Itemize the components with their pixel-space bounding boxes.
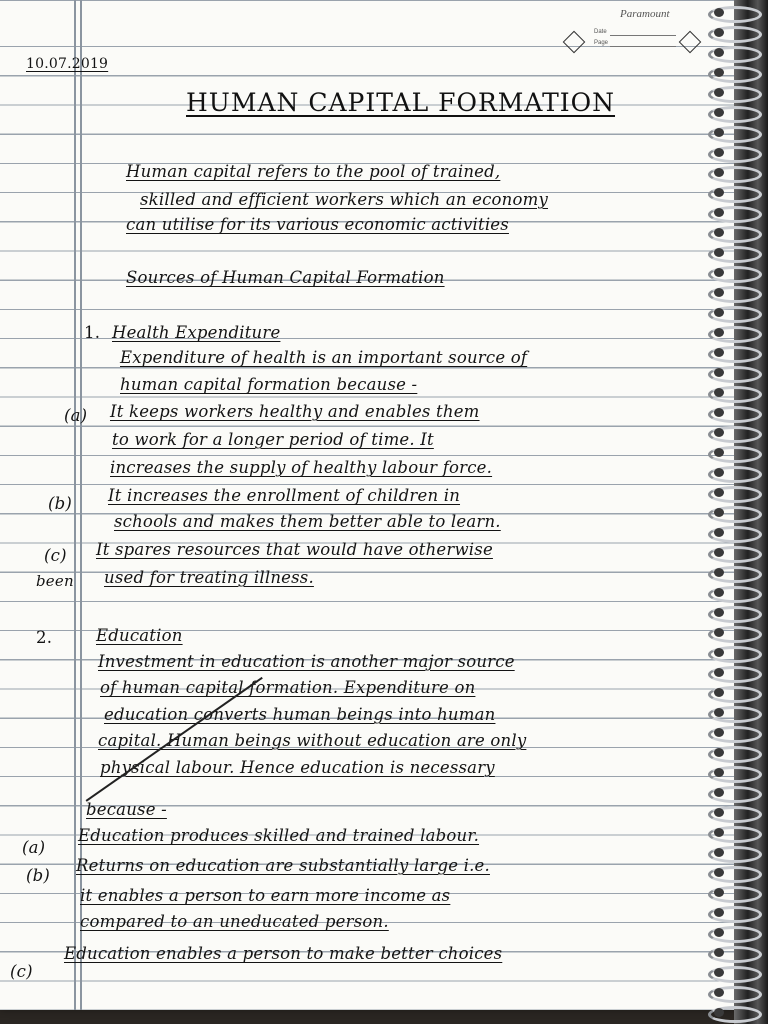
- punch-hole: [714, 428, 724, 437]
- section-number: 1.: [84, 323, 101, 342]
- punch-hole: [714, 928, 724, 937]
- point-marker: (a): [22, 838, 46, 857]
- punch-hole: [714, 748, 724, 757]
- punch-hole: [714, 448, 724, 457]
- punch-hole: [714, 988, 724, 997]
- body-line: used for treating illness.: [104, 568, 314, 587]
- body-line: Expenditure of health is an important source of: [120, 348, 528, 367]
- punch-hole: [714, 908, 724, 917]
- punch-hole: [714, 308, 724, 317]
- section-heading: Health Expenditure: [112, 323, 281, 342]
- point-marker: (c): [10, 962, 33, 981]
- point-marker: (a): [64, 406, 88, 425]
- section-number: 2.: [36, 628, 53, 647]
- intro-line: can utilise for its various economic activities: [126, 215, 509, 234]
- punch-hole: [714, 848, 724, 857]
- punch-hole: [714, 628, 724, 637]
- punch-hole: [714, 408, 724, 417]
- body-line: schools and makes them better able to learn.: [114, 512, 501, 531]
- punch-hole: [714, 648, 724, 657]
- punch-hole: [714, 868, 724, 877]
- punch-hole: [714, 228, 724, 237]
- punch-hole: [714, 668, 724, 677]
- punch-hole: [714, 388, 724, 397]
- body-line: to work for a longer period of time. It: [112, 430, 434, 449]
- punch-hole: [714, 48, 724, 57]
- punch-hole: [714, 688, 724, 697]
- punch-hole: [714, 148, 724, 157]
- punch-hole: [714, 488, 724, 497]
- punch-hole: [714, 188, 724, 197]
- punch-hole: [714, 348, 724, 357]
- body-line: Returns on education are substantially large i.e.: [76, 856, 490, 875]
- punch-hole: [714, 108, 724, 117]
- sources-heading: Sources of Human Capital Formation: [126, 268, 445, 287]
- punch-hole: [714, 728, 724, 737]
- margin-word: been: [36, 572, 74, 590]
- punch-hole: [714, 28, 724, 37]
- punch-hole: [714, 568, 724, 577]
- punch-hole: [714, 548, 724, 557]
- punch-hole: [714, 288, 724, 297]
- date-page-box: [558, 20, 708, 62]
- body-line: of human capital formation. Expenditure on: [100, 678, 476, 697]
- punch-hole: [714, 888, 724, 897]
- punch-hole: [714, 248, 724, 257]
- punch-hole: [714, 88, 724, 97]
- body-line: education converts human beings into human: [104, 705, 496, 724]
- punch-hole: [714, 328, 724, 337]
- body-line: increases the supply of healthy labour force.: [110, 458, 493, 477]
- body-line: It keeps workers healthy and enables them: [110, 402, 480, 421]
- punch-hole: [714, 128, 724, 137]
- punch-hole: [714, 528, 724, 537]
- body-line: Education produces skilled and trained labour.: [78, 826, 480, 845]
- punch-hole: [714, 828, 724, 837]
- punch-hole: [714, 508, 724, 517]
- body-line: Investment in education is another major source: [98, 652, 515, 671]
- point-marker: (b): [48, 494, 73, 513]
- body-line: It increases the enrollment of children in: [108, 486, 461, 505]
- punch-hole: [714, 788, 724, 797]
- punch-hole: [714, 8, 724, 17]
- point-marker: (c): [44, 546, 67, 565]
- body-line: capital. Human beings without education are only: [98, 731, 527, 750]
- punch-hole: [714, 468, 724, 477]
- point-marker: (b): [26, 866, 51, 885]
- punch-hole: [714, 168, 724, 177]
- punch-hole: [714, 768, 724, 777]
- punch-hole: [714, 808, 724, 817]
- punch-hole: [714, 968, 724, 977]
- punch-hole: [714, 608, 724, 617]
- body-line: Education enables a person to make better choices: [64, 944, 503, 963]
- punch-hole: [714, 208, 724, 217]
- body-line: because -: [86, 800, 167, 819]
- brand-label: Paramount: [620, 8, 670, 20]
- punch-hole: [714, 948, 724, 957]
- section-heading: Education: [96, 626, 183, 645]
- intro-line: Human capital refers to the pool of trained,: [126, 162, 501, 181]
- body-line: physical labour. Hence education is necessary: [100, 758, 495, 777]
- page-title: HUMAN CAPITAL FORMATION: [186, 88, 616, 117]
- punch-hole: [714, 268, 724, 277]
- punch-hole: [714, 588, 724, 597]
- body-line: human capital formation because -: [120, 375, 418, 394]
- intro-line: skilled and efficient workers which an economy: [140, 190, 549, 209]
- date-label: Date: [594, 29, 607, 35]
- punch-hole: [714, 1008, 724, 1017]
- body-line: compared to an uneducated person.: [80, 912, 389, 931]
- page-label: Page: [594, 40, 609, 46]
- punch-hole: [714, 368, 724, 377]
- punch-hole: [714, 68, 724, 77]
- body-line: it enables a person to earn more income as: [80, 886, 451, 905]
- note-date: 10.07.2019: [26, 56, 109, 72]
- body-line: It spares resources that would have otherwise: [96, 540, 493, 559]
- punch-hole: [714, 708, 724, 717]
